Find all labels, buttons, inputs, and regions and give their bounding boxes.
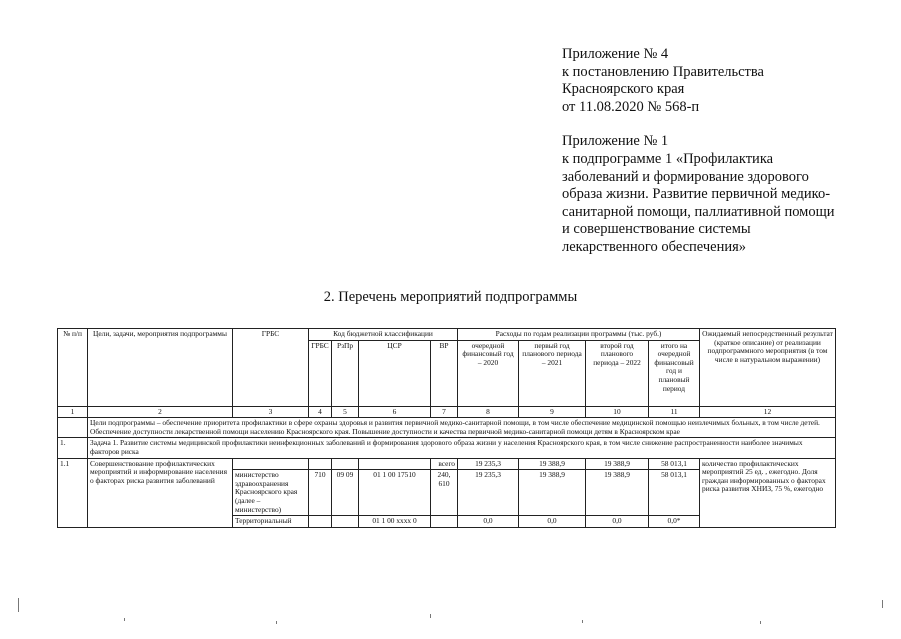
row-value: 19 388,9 (519, 470, 586, 516)
header-num: № п/п (58, 329, 88, 407)
measure-total-row (58, 458, 836, 470)
goal-text: Цели подпрограммы – обеспечение приоритета профилактики в сфере охраны здоровья и развития первичной медико-санитарной помощи, в том числе обеспечение медицинской помощью неизлечимых больных, в том числе детей. Обеспечение доступности лекарственной помощи населению Красноярского края. Повышение доступности и качества первичной медико-санитарной помощи детям в Красноярском крае (88, 418, 836, 438)
header-code-vr: ВР (431, 340, 458, 406)
measure-result: количество профилактических мероприятий 25 ед. , ежегодно. Доля граждан информированных о факторах риска развития ХНИЗ, 75 %, ежегодно (700, 458, 836, 527)
column-number: 5 (332, 406, 359, 418)
header-exp-total: итого на очередной финансовый год и плановый период (649, 340, 700, 406)
column-number: 3 (233, 406, 309, 418)
header-grbs: ГРБС (233, 329, 309, 407)
row-value: 0,0 (458, 516, 519, 528)
vr-total-label: всего (431, 458, 458, 470)
appendix1-line: Приложение № 1 (562, 133, 669, 150)
header-code-grbs: ГРБС (309, 340, 332, 406)
column-number: 11 (649, 406, 700, 418)
header-exp-current: очередной финансовый год – 2020 (458, 340, 519, 406)
task-num: 1. (58, 438, 88, 458)
scan-speck (882, 600, 883, 608)
total-value: 19 388,9 (586, 458, 649, 470)
appendix4-line: от 11.08.2020 № 568-п (562, 98, 700, 115)
column-number: 12 (700, 406, 836, 418)
row-value: 58 013,1 (649, 470, 700, 516)
appendix1-line: лекарственного обеспечения» (562, 238, 747, 255)
appendix1-line: заболеваний и формирование здорового (562, 168, 809, 185)
scan-speck (276, 621, 277, 624)
grbs-name: Территориальный (233, 516, 309, 528)
column-number: 1 (58, 406, 88, 418)
header-row (58, 329, 836, 341)
task-text: Задача 1. Развитие системы медицинской профилактики неинфекционных заболеваний и формирования здорового образа жизни у населения Красноярского края, в том числе снижение распространенности наиболее значимых факторов риска (88, 438, 836, 458)
appendix1-line: санитарной помощи, паллиативной помощи (562, 203, 835, 220)
csr-code: 01 1 00 17510 (359, 470, 431, 516)
row-value: 0,0 (586, 516, 649, 528)
header-budget-code: Код бюджетной классификации (309, 329, 458, 341)
total-value: 19 388,9 (519, 458, 586, 470)
column-number: 10 (586, 406, 649, 418)
scan-speck (582, 620, 583, 623)
header-code-rzpr: РзПр (332, 340, 359, 406)
appendix4-line: к постановлению Правительства (562, 63, 764, 80)
grbs-code: 710 (309, 470, 332, 516)
rzpr-code (332, 516, 359, 528)
column-number: 4 (309, 406, 332, 418)
header-result: Ожидаемый непосредственный результат (краткое описание) от реализации подпрограммного мероприятия (в том числе в натуральном выражении) (700, 329, 836, 407)
measure-num: 1.1 (58, 458, 88, 527)
total-value: 58 013,1 (649, 458, 700, 470)
measure-text: Совершенствование профилактических мероприятий и информирование населения о факторах риска развития заболеваний (88, 458, 233, 527)
column-number: 9 (519, 406, 586, 418)
column-number: 6 (359, 406, 431, 418)
scan-speck (18, 598, 19, 612)
document-header (562, 46, 892, 257)
appendix4-line: Приложение № 4 (562, 46, 669, 62)
column-number: 8 (458, 406, 519, 418)
vr-code: 240, 610 (431, 470, 458, 516)
scan-speck (124, 618, 125, 621)
header-expenses: Расходы по годам реализации программы (тыс. руб.) (458, 329, 700, 341)
header-exp-second: второй год планового периода – 2022 (586, 340, 649, 406)
header-exp-first: первый год планового периода – 2021 (519, 340, 586, 406)
section-title: 2. Перечень мероприятий подпрограммы (323, 289, 578, 305)
column-number: 2 (88, 406, 233, 418)
measures-table (57, 328, 836, 528)
row-value: 19 388,9 (586, 470, 649, 516)
csr-code: 01 1 00 хххх 0 (359, 516, 431, 528)
column-number: 7 (431, 406, 458, 418)
row-value: 0,0* (649, 516, 700, 528)
scan-speck (430, 614, 431, 618)
appendix1-line: к подпрограмме 1 «Профилактика (562, 150, 774, 167)
column-number-row (58, 406, 836, 418)
row-value: 0,0 (519, 516, 586, 528)
grbs-name: министерство здравоохранения Красноярского края (далее – министерство) (233, 470, 309, 516)
task-row (58, 438, 836, 458)
appendix1-line: и совершенствование системы (562, 221, 751, 238)
rzpr-code: 09 09 (332, 470, 359, 516)
vr-code (431, 516, 458, 528)
header-goals: Цели, задачи, мероприятия подпрограммы (88, 329, 233, 407)
header-code-csr: ЦСР (359, 340, 431, 406)
scan-speck (760, 621, 761, 624)
grbs-code (309, 516, 332, 528)
appendix1-line: образа жизни. Развитие первичной медико- (562, 186, 831, 203)
row-value: 19 235,3 (458, 470, 519, 516)
goal-row (58, 418, 836, 438)
total-value: 19 235,3 (458, 458, 519, 470)
appendix4-line: Красноярского края (562, 81, 685, 98)
